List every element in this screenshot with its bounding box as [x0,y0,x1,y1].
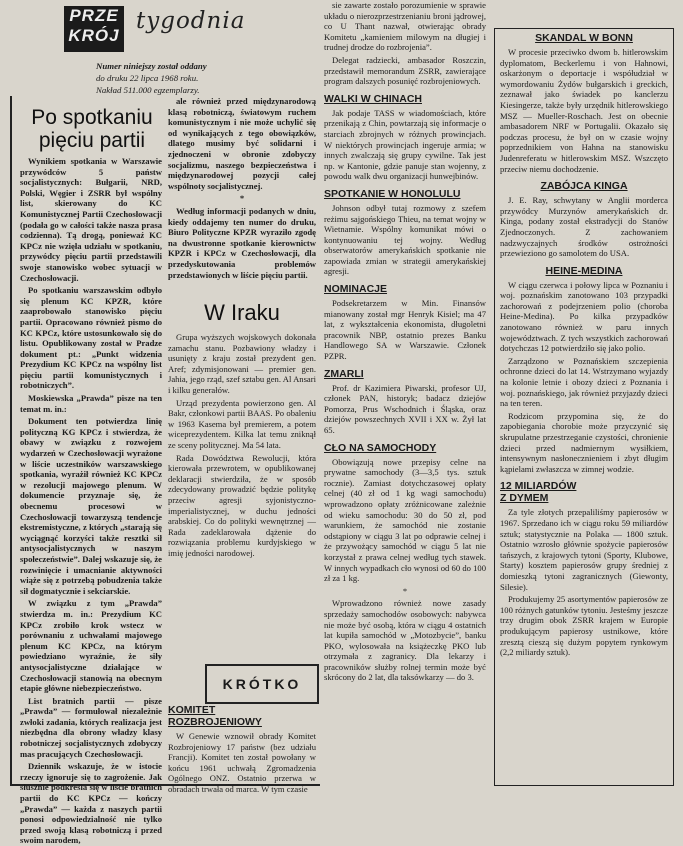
article1-column2 [168,96,316,301]
a1-p3: Moskiewska „Prawda” pisze na ten temat m. in.: [20,393,162,414]
article-title-w-iraku: W Iraku [204,300,280,325]
tygodnia-script-title: tygodnia [136,8,246,34]
article2-body [168,332,316,658]
komitet-heading-1: KOMITET [168,704,216,716]
issue-line2: do druku 22 lipca 1968 roku. [96,73,199,83]
komitet-heading-2: ROZBROJENIOWY [168,716,262,728]
prze-kroj-logo [64,6,124,52]
issue-line3: Nakład 511.000 egzemplarzy. [96,85,200,95]
a1-p7: Dziennik wskazuje, że w istocie rzeczy ignoruje się to zagrożenie. Jak słusznie podkreśla się w liście bratnich partii do KC KPCz — kończy „Prawda” — każda z naszych partii ponosi odpowiedzialność nie tylko przed swoją klasą robotniczą i przed swoim narodem, [20,761,162,846]
krotko-label: KRÓTKO [222,676,302,692]
logo-line1: PRZE [69,6,119,25]
a1-c2-p2: Według informacji podanych w dniu, kiedy oddajemy ten numer do druku, Biuro Polityczne KPZR wyraziło zgodę na dwustronne spotkanie kierownictw KPZR i KPCz w Czechosłowacji, dla przedyskutowania problemów przedstawionych w liście pięciu partii. [168,205,316,280]
logo-line2: KRÓJ [68,26,120,45]
issue-info [96,60,207,96]
miliardow-p1: Za tyle złotych przepaliliśmy papierosów w 1967. Sprzedano ich w ciągu roku 59 miliardów sztuk; statystycznie na Polaka — 1800 sztuk. Ostatnio wzrosło głównie spożycie papierosów tańszych, z krajowych tytoni (Sporty, Klubowe, Starty) kosztem papierosów grupy średniej z domieszką tytoni zagranicznych (Giewonty, Silesie). [500,507,668,592]
walki-text: Jak podaje TASS w wiadomościach, które przenikają z Chin, powtarzają się informacje o starciach zbrojnych w różnych prowincjach. W niektórych prowincjach ingeruje armia; w innych zwalczają się grupy cywilne. Tak jest np. w Kantonie, gdzie panuje stan wojenny, z powodu walk dwu organizacji hunwejbinów. [324,107,486,182]
irak-p3: Rada Dowództwa Rewolucji, która kierowała przewrotem, w opublikowanej deklaracji stwierdziła, że w sposób zdecydowany prowadzić będzie politykę przeciw agresji syjonistyczno-imperialistycznej, w duchu jedności arabskiej. Co do polityki wewnętrznej — Rada zadeklarowała dążenie do rozwiązania problemu kurdyjskiego w imię jedności narodowej. [168,452,316,558]
irak-p1: Grupa wyższych wojskowych dokonała zamachu stanu. Pozbawiony władzy i usunięty z kraju został prezydent gen. Aref; zdymisjonowani — premier gen. Jahia, jego rząd, szef sztabu gen. Al Ansari i kilku generałów. [168,332,316,395]
a1-c2-p1: ale również przed międzynarodową klasą robotniczą, światowym ruchem komunistycznym i nie może uchylić się od wynikających z tego obowiązków, dlatego musimy być solidarni i zjednoczeni w obronie zdobyczy socjalizmu, naszego bezpieczeństwa i międzynarodowej pozycji całej wspólnoty socjalistycznej. [168,96,316,191]
heine-p3: Rodzicom przypomina się, że do zapobiegania chorobie może przyczynić się skrupulatne przestrzeganie czystości, chronienie dzieci przed nadmiernym wysiłkiem, intensywnym nasłonecznieniem i zbyt długim kąpielami zwłaszcza w zimnej wodzie. [500,410,668,474]
zabojca-heading: ZABÓJCA KINGA [540,180,628,193]
miliardow-p2: Produkujemy 25 asortymentów papierosów ze 100 różnych gatunków tytoniu. Jesteśmy jeszcze trzy drugim obok ZSRR krajem w Europie produkującym papierosy ustnikowe, które zresztą cieszą się dużym popytem rynkowym (2,2 miliardy sztuk). [500,594,668,658]
nominacje-text: Podsekretarzem w Min. Finansów mianowany został mgr Henryk Kisiel; ma 47 lat, z wykształcenia ekonomista, długoletni pracownik NBP, ostatnio prezes Banku Handlowego SA w Warszawie. Członek PZPR. [324,298,486,362]
clo-p1: Obowiązują nowe przepisy celne na prywatne samochody (3—3,5 tys. sztuk rocznie). Zamiast dotychczasowej opłaty celnej (40 zł od 1 kg wagi samochodu) wprowadzono opłaty zróżnicowane zależnie od wieku samochodu: 30 do 50 zł, pod warunkiem, że samochód nie zostanie odstąpiony w ciągu 3 lat po odprawie celnej i że przywożący samochód w ciągu 5 lat nie korzystał z prawa celnej według tych stawek. W innych wypadkach cło wynosi od 60 do 100 zł za 1 kg. [324,456,486,584]
heine-p1: W ciągu czerwca i połowy lipca w Poznaniu i woj. poznańskim zanotowano 103 przypadki zachorowań z podejrzeniem polio (choroba Heine-Medina). Po kilka przypadków zanotowano również w paru innych województwach. Z tych wszystkich zachorowań dotychczas 12 potwierdziło się jako polio. [500,279,668,354]
zabojca-text: J. E. Ray, schwytany w Anglii morderca przywódcy Murzynów amerykańskich dr. Kinga, podany został ekstradycji do Stanów Zjednoczonych. Z zachowaniem nadzwyczajnych środków ostrożności przewieziono go samolotem do USA. [500,195,668,259]
a1-p1: Wynikiem spotkania w Warszawie przywódców 5 państw socjalistycznych: Bułgarii, NRD, Polski, Węgier i ZSRR był wspólny list, skierowany do KC Komunistycznej Partii Czechosłowacji (podała go w całości także nasza prasa codzienna). Tą drogą, poniewaź KC KPCz nie wzięła udziału w spotkaniu, przywódcy pięciu partii przedstawili swoje stanowisko wobec sytuacji w Czechosłowacji. [20,156,162,283]
skandal-heading: SKANDAL W BONN [535,32,633,44]
nominacje-heading: NOMINACJE [324,283,388,296]
left-frame-rule [10,96,12,786]
krotko-box [205,664,319,704]
zmarli-heading: ZMARLI [324,367,364,380]
heine-heading: HEINE-MEDINA [545,264,623,277]
spotkanie-heading: SPOTKANIE W HONOLULU [324,187,461,200]
walki-heading: WALKI W CHINACH [324,92,422,105]
heine-p2: Zarządzono w Poznańskiem szczepienia ochronne dzieci do lat 14. Wstrzymano wyjazdy na kolonie letnie i obozy dzieci z Poznania i woj. poznańskiego, jak również przyjazdy dzieci na ten teren. [500,355,668,409]
a1-p5: W związku z tym „Prawda” stwierdza m. in.: Prezydium KC KPCz zrobiło krok wstecz w porównaniu z uchwałami majowego plenum KC KPCz, na którym powiedziano wyraźnie, że siły antysocjalistyczne działające w Czechosłowacji stanowią na obecnym etapie główne niebezpieczeństwo. [20,598,162,694]
c4-p2: Delegat radziecki, ambasador Roszczin, przedstawił memorandum ZSRR, zawierające program dalszych posunięć rozbrojeniowych. [324,54,486,87]
miliardow-heading-1: 12 MILIARDÓW [500,480,577,493]
c4-p1: sie zawarte zostało porozumienie w sprawie układu o nierozprzestrzenianiu broni jądrowej, co U Thant nazwał, otwierając obrady Komitetu „kamieniem milowym na długiej i trudnej drodze do rozbrojenia”. [324,0,486,53]
clo-heading: CŁO NA SAMOCHODY [324,441,437,454]
article1-column1 [20,156,162,846]
komitet-text: W Genewie wznowił obrady Komitet Rozbrojeniowy 17 państw (bez udziału Francji). Komitet ten został powołany w końcu 1961 uchwałą Zgromadzenia Ogólnego ONZ. Ostatnio przerwa w obradach trwała od marca. W tym czasie [168,731,316,794]
komitet-section [168,704,316,794]
separator-asterisk: * [239,193,245,204]
a1-p4: Dokument ten potwierdza linię polityczną KG KPCz i stwierdza, że obawy w związku z rozwojem wydarzeń w Czechosłowacji wyrażone w liście uczestników warszawskiego spotkania, wyrażił również KC KPCz w rezolucji majowego plenum. W dokumencie przyznaje się, że obecnemu procesowi w Czechosłowacji towarzyszą tendencje ekstremistyczne, z których „starają się wyciągnąć korzyści także resztki sił antysocjalistycznych w naszym społeczeństwie”. Dalej wskazuje się, że rozwinięcie i umacnianie aktywności wiąże się z potrzebą pobudzenia także sił dogmatycznie i sekciarskie. [20,416,162,596]
spotkanie-text: Johnson odbył tutaj rozmowy z szefem reżimu sajgońskiego Thieu, na temat wojny w Wietnamie. Wspólny komunikat mówi o kontynuowaniu tej wojny. Według obserwatorów amerykańskich spotkanie nie zapowiada zmian w strategii amerykańskiej agresji. [324,202,486,277]
column4 [324,0,486,790]
issue-line1: Numer niniejszy został oddany [96,61,207,71]
clo-separator: * [402,585,408,596]
miliardow-heading-2: Z DYMEM [500,492,549,505]
a1-p6: List bratnich partii — pisze „Prawda” — formułował niezależnie zwłoki zadania, których realizacja jest niezbędna dla obrony władzy klasy robotniczej socjalistycznych zdobyczy mas pracujących Czechosłowacji. [20,695,162,759]
column5 [500,30,668,782]
irak-p2: Urząd prezydenta powierzono gen. Al Bakr, członkowi partii BAAS. Po obaleniu w 1963 Kasema był premierem, a potem wiceprezydentem. Kilka lat temu zniknął ze sceny politycznej. Ma 54 lata. [168,397,316,450]
clo-p2: Wprowadzono również nowe zasady sprzedaży samochodów osobowych: nabywca nie może być osobą, która w ciągu 4 ostatnich lat kupiła samochód w „Motozbycie”, banku PKO, wylosowała na książeczkę PKO lub otrzymała z zagranicy. Dla lekarzy i pracowników służby rolnej termin może być skrócony do 2 lat, dla taksówkarzy — do 3. [324,598,486,683]
a1-p2: Po spotkaniu warszawskim odbyło się plenum KC KPZR, które zaaprobowało stanowisko pięciu partii. Opracowano również pismo do KC KPCz, które ustosunkowało się do listu. Opublikowany został w Pradze dokument pt.: „Punkt widzenia Prezydium KC KPCz na wspólny list pięciu partii komunistycznych i robotniczych”. [20,285,162,391]
zmarli-text: Prof. dr Kazimiera Piwarski, profesor UJ, członek PAN, historyk; badacz dziejów Pomorza, Prus Wschodnich i Śląska, oraz dziejów powszechnych XVII i XX w. Żył lat 65. [324,382,486,435]
skandal-text: W procesie przeciwko dwom b. hitlerowskim dyplomatom, Beckerlemu i von Hahnowi, oskarżonym o deportacje i współudział w wymordowaniu Żydów bułgarskich i greckich, zeznawał jako świadek po kanclerzu Kiesingerze, także były urzędnik hitlerowskiego MSZ — Mueller-Roschach. Jest on obecnie ambasadorem NRF w Portugalii. Okazało się podczas procesu, że był on w czasie wojny poprzednikiem von Hahna na stanowisku Judenreferatu w hitlerowskim MSZ. Wszczęto przeciw niemu dochodzenie. [500,47,668,174]
article-title-po-spotkaniu: Po spotkaniu pięciu partii [31,106,153,152]
